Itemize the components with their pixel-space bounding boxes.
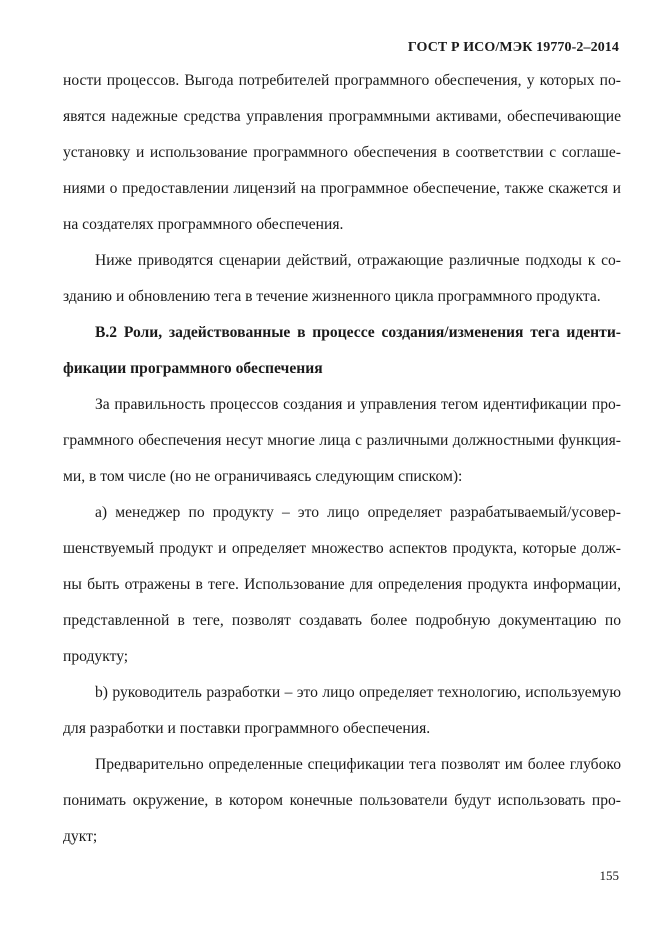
paragraph-specifications: Предварительно определенные спецификации тега позволят им более глубоко понимать окружение, в котором конечные пользователи будут использовать про-дукт; [63,756,621,845]
paragraph-roles-intro: За правильность процессов создания и управления тегом идентификации про-граммного обеспечения несут многие лица с различными должностными функция-ми, в том числе (но не ограничиваясь следующим списком): [63,396,621,485]
body-text [63,63,621,855]
paragraph-continuation: ности процессов. Выгода потребителей программного обеспечения, у которых по-явятся надежные средства управления программными активами, обеспечивающие установку и использование программного обеспечения в соответствии с соглаше-ниями о предоставлении лицензий на программное обеспечение, также скажется и на создателях программного обеспечения. [63,72,621,233]
paragraph-scenarios: Ниже приводятся сценарии действий, отражающие различные подходы к со-зданию и обновлению тега в течение жизненного цикла программного продукта. [63,252,621,305]
page-number: 155 [599,868,619,883]
standard-header: ГОСТ Р ИСО/МЭК 19770-2–2014 [407,40,619,55]
section-heading: В.2 Роли, задействованные в процессе создания/изменения тега иденти-фикации программного обеспечения [63,324,621,377]
list-item-product-manager: a) менеджер по продукту – это лицо определяет разрабатываемый/усовер-шенствуемый продукт и определяет множество аспектов продукта, которые долж-ны быть отражены в теге. Использование для определения продукта информации, представленной в теге, позволят создавать более подробную документацию по продукту; [63,504,621,665]
list-item-development-lead: b) руководитель разработки – это лицо определяет технологию, используемую для разработки и поставки программного обеспечения. [63,684,621,737]
